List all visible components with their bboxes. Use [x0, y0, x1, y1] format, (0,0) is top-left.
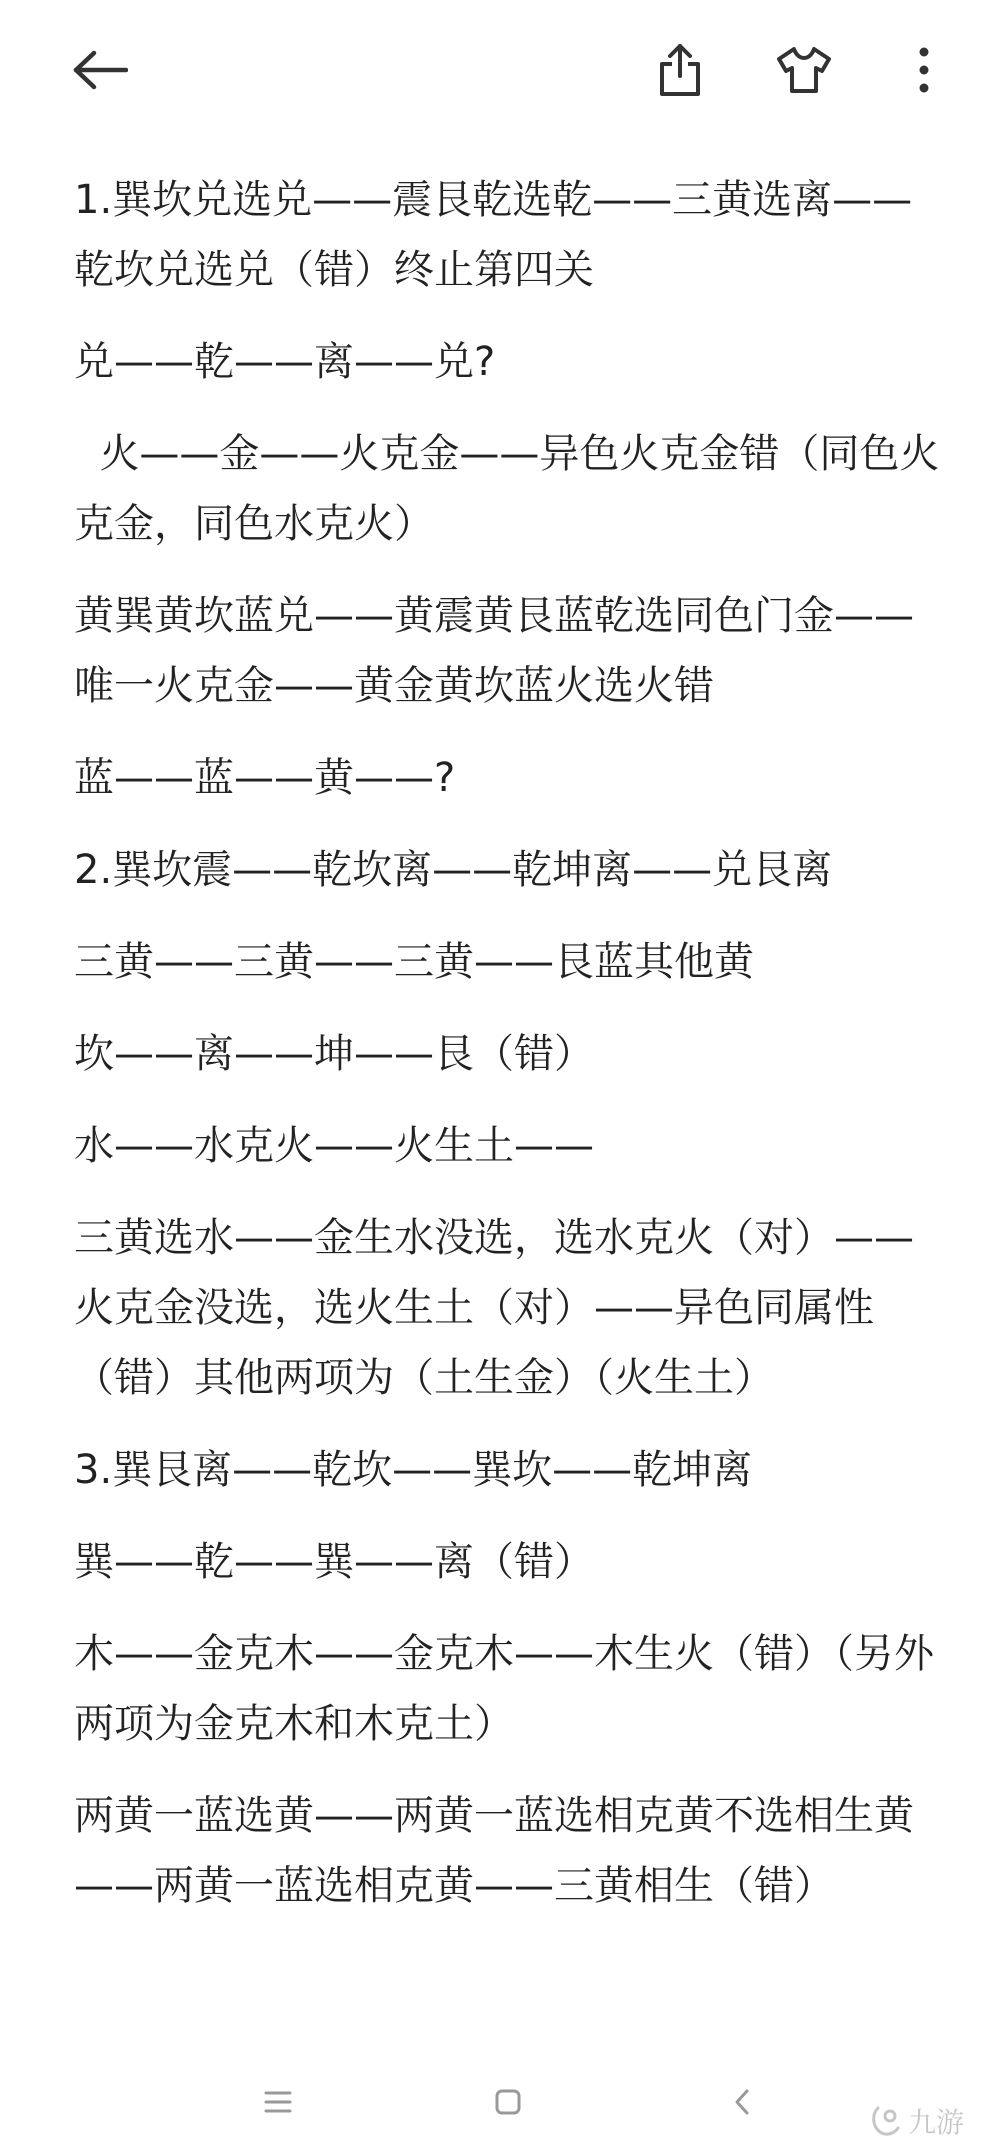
paragraph-6: 2.巽坎震——乾坎离——乾坤离——兑艮离: [74, 847, 833, 893]
back-button[interactable]: [60, 30, 140, 110]
more-vertical-icon: [918, 46, 930, 94]
watermark: [868, 2101, 964, 2141]
paragraph-10: 三黄选水——金生水没选，选水克火（对）——火克金没选，选火生土（对）——异色同属性（错）其他两项为（土生金）（火生土）: [74, 1215, 914, 1401]
theme-button[interactable]: [764, 30, 844, 110]
paragraph-14: 两黄一蓝选黄——两黄一蓝选相克黄不选相生黄——两黄一蓝选相克黄——三黄相生（错）: [74, 1793, 914, 1909]
paragraph-13: 木——金克木——金克木——木生火（错）（另外两项为金克木和木克土）: [74, 1631, 934, 1747]
paragraph-12: 巽——乾——巽——离（错）: [74, 1539, 594, 1585]
paragraph-3: 火——金——火克金——异色火克金错（同色火克金，同色水克火）: [74, 431, 940, 547]
watermark-logo-icon: [868, 2104, 902, 2138]
share-button[interactable]: [640, 30, 720, 110]
paragraph-7: 三黄——三黄——三黄——艮蓝其他黄: [74, 939, 754, 985]
paragraph-11: 3.巽艮离——乾坎——巽坎——乾坤离: [74, 1447, 753, 1493]
article-content: [74, 165, 944, 1943]
more-button[interactable]: [884, 30, 964, 110]
paragraph-8: 坎——离——坤——艮（错）: [74, 1031, 594, 1077]
system-nav-bar: [0, 2050, 990, 2155]
watermark-text: 九游: [907, 2106, 964, 2139]
paragraph-5: 蓝——蓝——黄——?: [74, 755, 456, 801]
menu-icon: [264, 2090, 292, 2114]
shirt-icon: [775, 45, 833, 95]
nav-back-button[interactable]: [712, 2072, 772, 2132]
paragraph-4: 黄巽黄坎蓝兑——黄震黄艮蓝乾选同色门金——唯一火克金——黄金黄坎蓝火选火错: [74, 593, 914, 709]
nav-menu-button[interactable]: [248, 2072, 308, 2132]
nav-back-icon: [733, 2088, 751, 2116]
paragraph-1: 1.巽坎兑选兑——震艮乾选乾——三黄选离——乾坎兑选兑（错）终止第四关: [74, 177, 913, 293]
home-square-icon: [495, 2089, 521, 2115]
paragraph-2: 兑——乾——离——兑?: [74, 339, 496, 385]
nav-home-button[interactable]: [478, 2072, 538, 2132]
top-toolbar: [0, 0, 990, 140]
share-icon: [656, 42, 704, 98]
paragraph-9: 水——水克火——火生土——: [74, 1123, 594, 1169]
back-arrow-icon: [72, 50, 128, 90]
